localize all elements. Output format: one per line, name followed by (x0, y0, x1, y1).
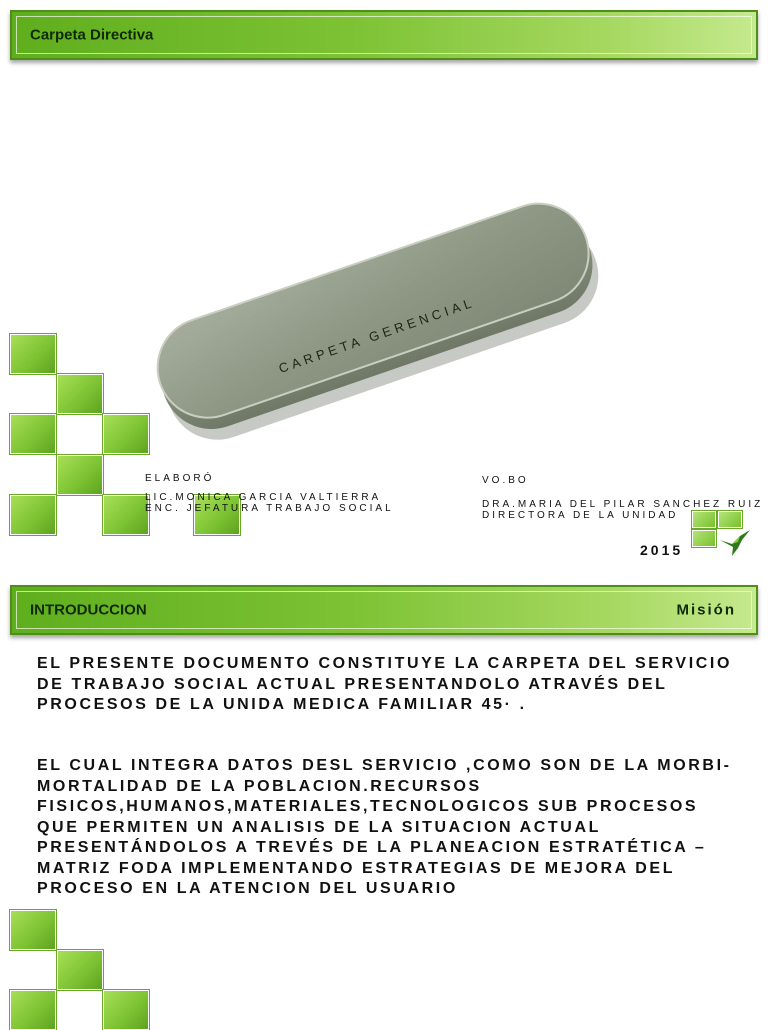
approval-role: DIRECTORA DE LA UNIDAD (482, 510, 679, 521)
checker-square (10, 990, 56, 1030)
hummingbird-icon (718, 528, 752, 558)
folder-label: CARPETA GERENCIAL (276, 294, 477, 376)
folder-graphic (140, 180, 610, 440)
logo-square (692, 511, 716, 528)
checker-square (10, 334, 56, 374)
section-banner (10, 585, 758, 635)
checker-square (10, 910, 56, 950)
logo-square (692, 530, 716, 547)
checker-square (103, 414, 149, 454)
section-title: INTRODUCCION (30, 601, 147, 619)
checker-square (10, 414, 56, 454)
checker-square (10, 495, 56, 535)
year-label: 2015 (640, 542, 684, 558)
approval-name: DRA.MARIA DEL PILAR SANCHEZ RUIZ (482, 499, 764, 510)
section-subtitle: Misión (676, 601, 736, 619)
checker-square (103, 990, 149, 1030)
header-title: Carpeta Directiva (30, 26, 154, 44)
header-banner (10, 10, 758, 60)
intro-paragraph-2: EL CUAL INTEGRA DATOS DESL SERVICIO ,COMO SON DE LA MORBI-MORTALIDAD DE LA POBLACION.RECURSOS FISICOS,HUMANOS,MATERIALES,TECNOLOGICOS SUB PROCESOS QUE PERMITEN UN ANALISIS DE LA SITUACION ACTUAL PRESENTÁNDOLOS A TREVÉS DE LA PLANEACION ESTRATÉTICA –MATRIZ FODA IMPLEMENTANDO ESTRATEGIAS DE MEJORA DEL PROCESO EN LA ATENCION DEL USUARIO (37, 757, 732, 897)
folder-pill-shape (140, 180, 610, 440)
author-name: LIC.MONICA GARCIA VALTIERRA (145, 492, 382, 503)
checker-square (57, 374, 103, 414)
intro-paragraph-1: EL PRESENTE DOCUMENTO CONSTITUYE LA CARPETA DEL SERVICIO DE TRABAJO SOCIAL ACTUAL PRESENTANDOLO ATRAVÉS DEL PROCESOS DE LA UNIDA MEDICA FAMILIAR 45· . (37, 655, 732, 713)
logo-square (718, 511, 742, 528)
author-role: ENC. JEFATURA TRABAJO SOCIAL (145, 503, 394, 514)
author-heading: ELABORÓ (145, 473, 215, 484)
approval-heading: VO.BO (482, 475, 529, 486)
checker-square (57, 455, 103, 495)
checker-square (57, 950, 103, 990)
checker-square (103, 495, 149, 535)
